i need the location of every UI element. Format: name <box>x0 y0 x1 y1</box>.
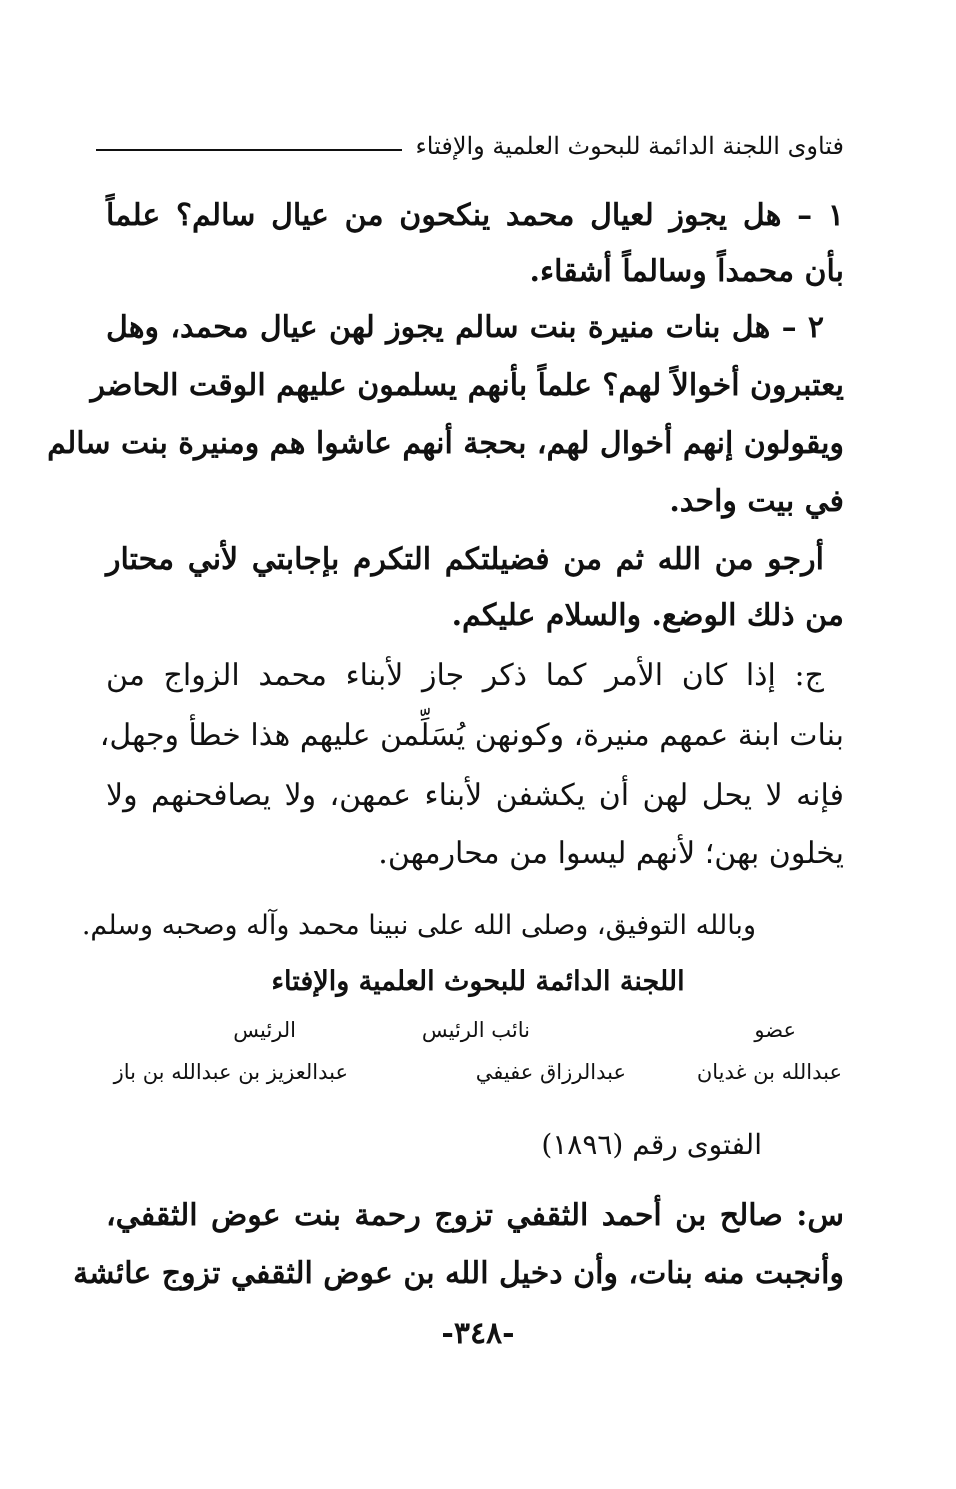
question-line-4: يعتبرون أخوالاً لهم؟ علماً بأنهم يسلمون عليهم الوقت الحاضر <box>90 368 844 403</box>
question-line-8: من ذلك الوضع. والسلام عليكم. <box>451 598 844 633</box>
name-member: عبدالله بن غديان <box>696 1060 842 1084</box>
question-line-7: أرجو من الله ثم من فضيلتكم التكرم بإجابتي لأني محتار <box>106 542 824 577</box>
question-line-5: ويقولون إنهم أخوال لهم، بحجة أنهم عاشوا هم ومنيرة بنت سالم <box>47 426 844 461</box>
running-header <box>96 126 844 166</box>
page-number: -٣٤٨- <box>441 1316 515 1351</box>
answer-line-2: بنات ابنة عمهم منيرة، وكونهن يُسَلِّمن عليهم هذا خطأ وجهل، <box>99 718 844 753</box>
name-chair: عبدالعزيز بن عبدالله بن باز <box>113 1060 348 1084</box>
question-line-2: بأن محمداً وسالماً أشقاء. <box>529 254 844 289</box>
fatwa-number: الفتوى رقم (١٨٩٦) <box>541 1128 762 1161</box>
next-question-line-1: س: صالح بن أحمد الثقفي تزوج رحمة بنت عوض الثقفي، <box>106 1198 844 1233</box>
closing-prayer: وبالله التوفيق، وصلى الله على نبينا محمد وآله وصحبه وسلم. <box>81 910 756 941</box>
committee-name: اللجنة الدائمة للبحوث العلمية والإفتاء <box>271 966 685 997</box>
role-member: عضو <box>754 1018 796 1042</box>
running-header-title: فتاوى اللجنة الدائمة للبحوث العلمية والإفتاء <box>415 132 844 160</box>
answer-line-3: فإنه لا يحل لهن أن يكشفن لأبناء عمهن، ولا يصافحنهم ولا <box>106 778 844 813</box>
answer-line-1: ج: إذا كان الأمر كما ذكر جاز لأبناء محمد الزواج من <box>106 658 824 693</box>
header-rule <box>96 149 402 151</box>
question-line-3: ٢ – هل بنات منيرة بنت سالم يجوز لهن عيال محمد، وهل <box>106 310 824 345</box>
answer-line-4: يخلون بهن؛ لأنهم ليسوا من محارمهن. <box>378 836 844 871</box>
question-line-1: ١ – هل يجوز لعيال محمد ينكحون من عيال سالم؟ علماً <box>106 198 844 233</box>
role-chair: الرئيس <box>233 1018 296 1042</box>
role-deputy: نائب الرئيس <box>421 1018 530 1042</box>
question-line-6: في بيت واحد. <box>669 484 844 519</box>
name-deputy: عبدالرزاق عفيفي <box>475 1060 626 1084</box>
next-question-line-2: وأنجبت منه بنات، وأن دخيل الله بن عوض الثقفي تزوج عائشة <box>73 1256 844 1291</box>
